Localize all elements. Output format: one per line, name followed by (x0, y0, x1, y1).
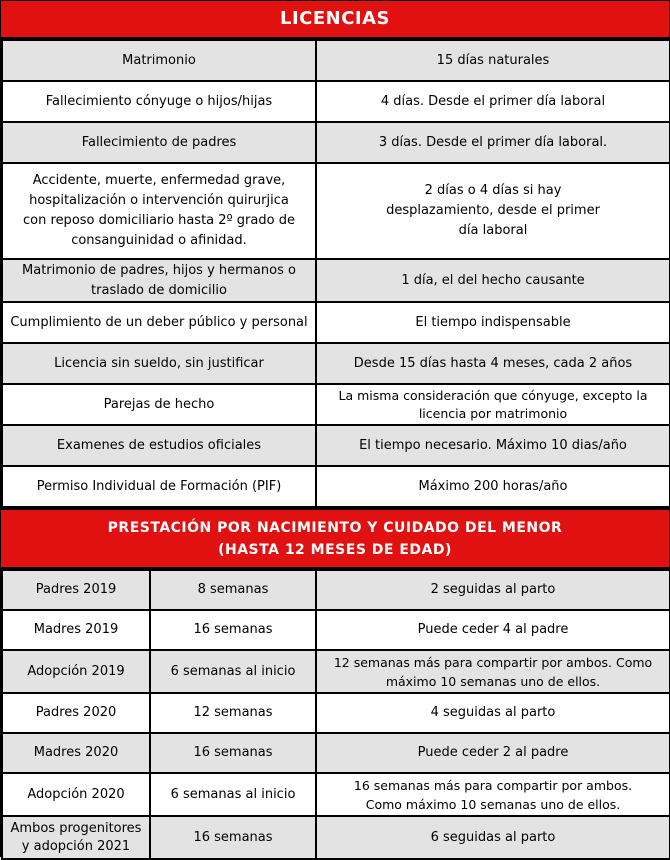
table-row (2, 570, 670, 610)
table-row (2, 733, 670, 773)
table-row (2, 81, 670, 122)
prestacion-notes: 12 semanas más para compartir por ambos. Como máximo 10 semanas uno de ellos. (316, 650, 670, 693)
prestacion-group: Padres 2019 (2, 570, 150, 610)
prestacion-group: Padres 2020 (2, 693, 150, 733)
prestacion-group: Adopción 2020 (2, 773, 150, 816)
licencia-duration: 3 días. Desde el primer día laboral. (316, 122, 670, 163)
licencia-duration: 2 días o 4 días si hay desplazamiento, desde el primer día laboral (316, 163, 670, 259)
prestacion-weeks: 16 semanas (150, 610, 316, 650)
licencia-duration: El tiempo indispensable (316, 302, 670, 343)
table-row (2, 466, 670, 507)
licencia-type: Cumplimiento de un deber público y personal (2, 302, 316, 343)
licencia-duration: El tiempo necesario. Máximo 10 dias/año (316, 425, 670, 466)
table-row (2, 610, 670, 650)
prestacion-weeks: 6 semanas al inicio (150, 650, 316, 693)
licencia-type: Fallecimiento cónyuge o hijos/hijas (2, 81, 316, 122)
licencia-type: Fallecimiento de padres (2, 122, 316, 163)
prestacion-weeks: 8 semanas (150, 570, 316, 610)
prestacion-group: Ambos progenitores y adopción 2021 (2, 816, 150, 859)
prestacion-notes: Puede ceder 4 al padre (316, 610, 670, 650)
prestacion-notes: 2 seguidas al parto (316, 570, 670, 610)
table-row (2, 425, 670, 466)
licencia-type: Licencia sin sueldo, sin justificar (2, 343, 316, 384)
prestacion-weeks: 16 semanas (150, 816, 316, 859)
prestacion-title-line1: PRESTACIÓN POR NACIMIENTO Y CUIDADO DEL MENOR (107, 520, 563, 536)
prestacion-table (1, 569, 670, 860)
prestacion-notes: 6 seguidas al parto (316, 816, 670, 859)
licencia-type: Parejas de hecho (2, 384, 316, 425)
table-row (2, 122, 670, 163)
prestacion-notes: Puede ceder 2 al padre (316, 733, 670, 773)
licencia-type: Permiso Individual de Formación (PIF) (2, 466, 316, 507)
prestacion-notes: 4 seguidas al parto (316, 693, 670, 733)
prestacion-group: Madres 2020 (2, 733, 150, 773)
licencia-duration: La misma consideración que cónyuge, excepto la licencia por matrimonio (316, 384, 670, 425)
licencia-type: Matrimonio (2, 40, 316, 81)
licencia-duration: 1 día, el del hecho causante (316, 259, 670, 302)
table-row (2, 302, 670, 343)
licencia-type: Examenes de estudios oficiales (2, 425, 316, 466)
prestacion-weeks: 12 semanas (150, 693, 316, 733)
prestacion-weeks: 6 semanas al inicio (150, 773, 316, 816)
prestacion-notes: 16 semanas más para compartir por ambos. Como máximo 10 semanas uno de ellos. (316, 773, 670, 816)
table-row (2, 650, 670, 693)
table-row (2, 816, 670, 859)
prestacion-group: Madres 2019 (2, 610, 150, 650)
table-row (2, 259, 670, 302)
table-row (2, 384, 670, 425)
table-row (2, 40, 670, 81)
licencia-duration: 15 días naturales (316, 40, 670, 81)
licencia-type: Accidente, muerte, enfermedad grave, hospitalización o intervención quirurjica con reposo domiciliario hasta 2º grado de consanguinidad o afinidad. (2, 163, 316, 259)
table-row (2, 693, 670, 733)
licencias-table (1, 39, 670, 508)
table-row (2, 163, 670, 259)
prestacion-group: Adopción 2019 (2, 650, 150, 693)
licencia-duration: Desde 15 días hasta 4 meses, cada 2 años (316, 343, 670, 384)
table-row (2, 343, 670, 384)
licencia-duration: 4 días. Desde el primer día laboral (316, 81, 670, 122)
licencia-duration: Máximo 200 horas/año (316, 466, 670, 507)
prestacion-title-line2: (HASTA 12 MESES DE EDAD) (218, 542, 452, 558)
licencias-title: LICENCIAS (1, 1, 669, 39)
table-row (2, 773, 670, 816)
prestacion-weeks: 16 semanas (150, 733, 316, 773)
licencia-type: Matrimonio de padres, hijos y hermanos o traslado de domicilio (2, 259, 316, 302)
prestacion-title (1, 508, 669, 569)
